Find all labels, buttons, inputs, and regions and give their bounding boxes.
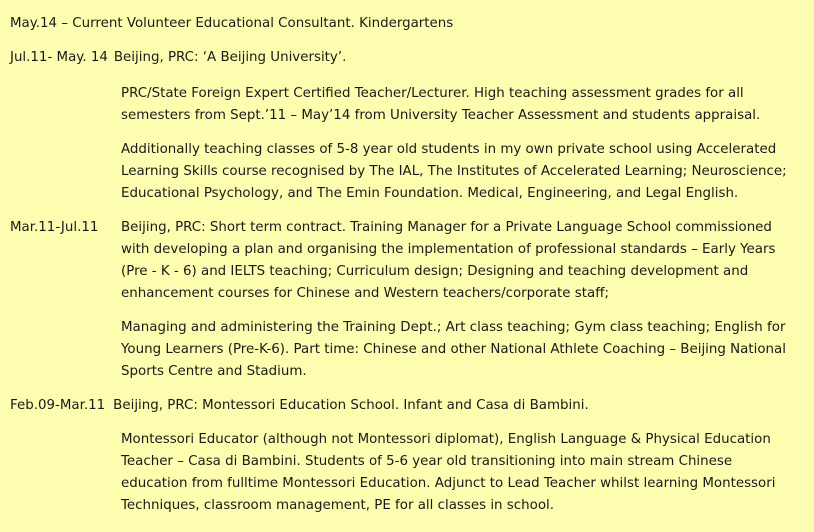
entry-title: Current Volunteer Educational Consultant. Kindergartens <box>72 16 454 31</box>
paragraph-line: Sports Centre and Stadium. <box>121 364 307 379</box>
entry-date: May.14 – <box>10 16 73 31</box>
paragraph-line: enhancement courses for Chinese and Western teachers/corporate staff; <box>121 286 609 301</box>
paragraph-line: Educational Psychology, and The Emin Foundation. Medical, Engineering, and Legal English. <box>121 186 739 201</box>
entry-date: Jul.11- May. 14 <box>10 50 108 65</box>
entry-title: Beijing, PRC: ‘A Beijing University’. <box>113 50 347 65</box>
paragraph-line: Additionally teaching classes of 5-8 year old students in my own private school using Accelerated <box>121 142 777 157</box>
entry-paragraph <box>10 139 810 205</box>
entry-title-continued <box>10 239 810 305</box>
paragraph-line: with developing a plan and organising the implementation of professional standards – Early Years <box>121 242 776 257</box>
entry-paragraph <box>10 429 810 517</box>
paragraph-line: Montessori Educator (although not Montessori diplomat), English Language & Physical Education <box>121 432 771 447</box>
entry-feb09-mar11 <box>10 395 810 417</box>
entry-date: Mar.11-Jul.11 <box>10 220 99 235</box>
paragraph-line: Managing and administering the Training Dept.; Art class teaching; Gym class teaching; English for <box>121 320 786 335</box>
entry-title: Beijing, PRC: Montessori Education School. Infant and Casa di Bambini. <box>113 398 589 413</box>
entry-jul11-may14 <box>10 47 810 69</box>
entry-date: Feb.09-Mar.11 <box>10 398 106 413</box>
paragraph-line: PRC/State Foreign Expert Certified Teacher/Lecturer. High teaching assessment grades for all <box>121 86 744 101</box>
entry-mar11-jul11 <box>10 217 810 239</box>
paragraph-line: Techniques, classroom management, PE for all classes in school. <box>121 498 554 513</box>
entry-may14 <box>10 13 810 35</box>
paragraph-line: Learning Skills course recognised by The IAL, The Institutes of Accelerated Learning; Neuroscience; <box>121 164 787 179</box>
paragraph-line: Teacher – Casa di Bambini. Students of 5-6 year old transitioning into main stream Chinese <box>121 454 733 469</box>
paragraph-line: Young Learners (Pre-K-6). Part time: Chinese and other National Athlete Coaching – Beijing National <box>121 342 786 357</box>
paragraph-line: education from fulltime Montessori Education. Adjunct to Lead Teacher whilst learning Montessori <box>121 476 776 491</box>
resume-document <box>10 13 810 517</box>
entry-paragraph <box>10 83 810 127</box>
paragraph-line: (Pre - K - 6) and IELTS teaching; Curriculum design; Designing and teaching development and <box>121 264 749 279</box>
paragraph-line: semesters from Sept.’11 – May’14 from University Teacher Assessment and students appraisal. <box>121 108 761 123</box>
entry-title: Beijing, PRC: Short term contract. Training Manager for a Private Language School commissioned <box>121 220 772 235</box>
entry-paragraph <box>10 317 810 383</box>
